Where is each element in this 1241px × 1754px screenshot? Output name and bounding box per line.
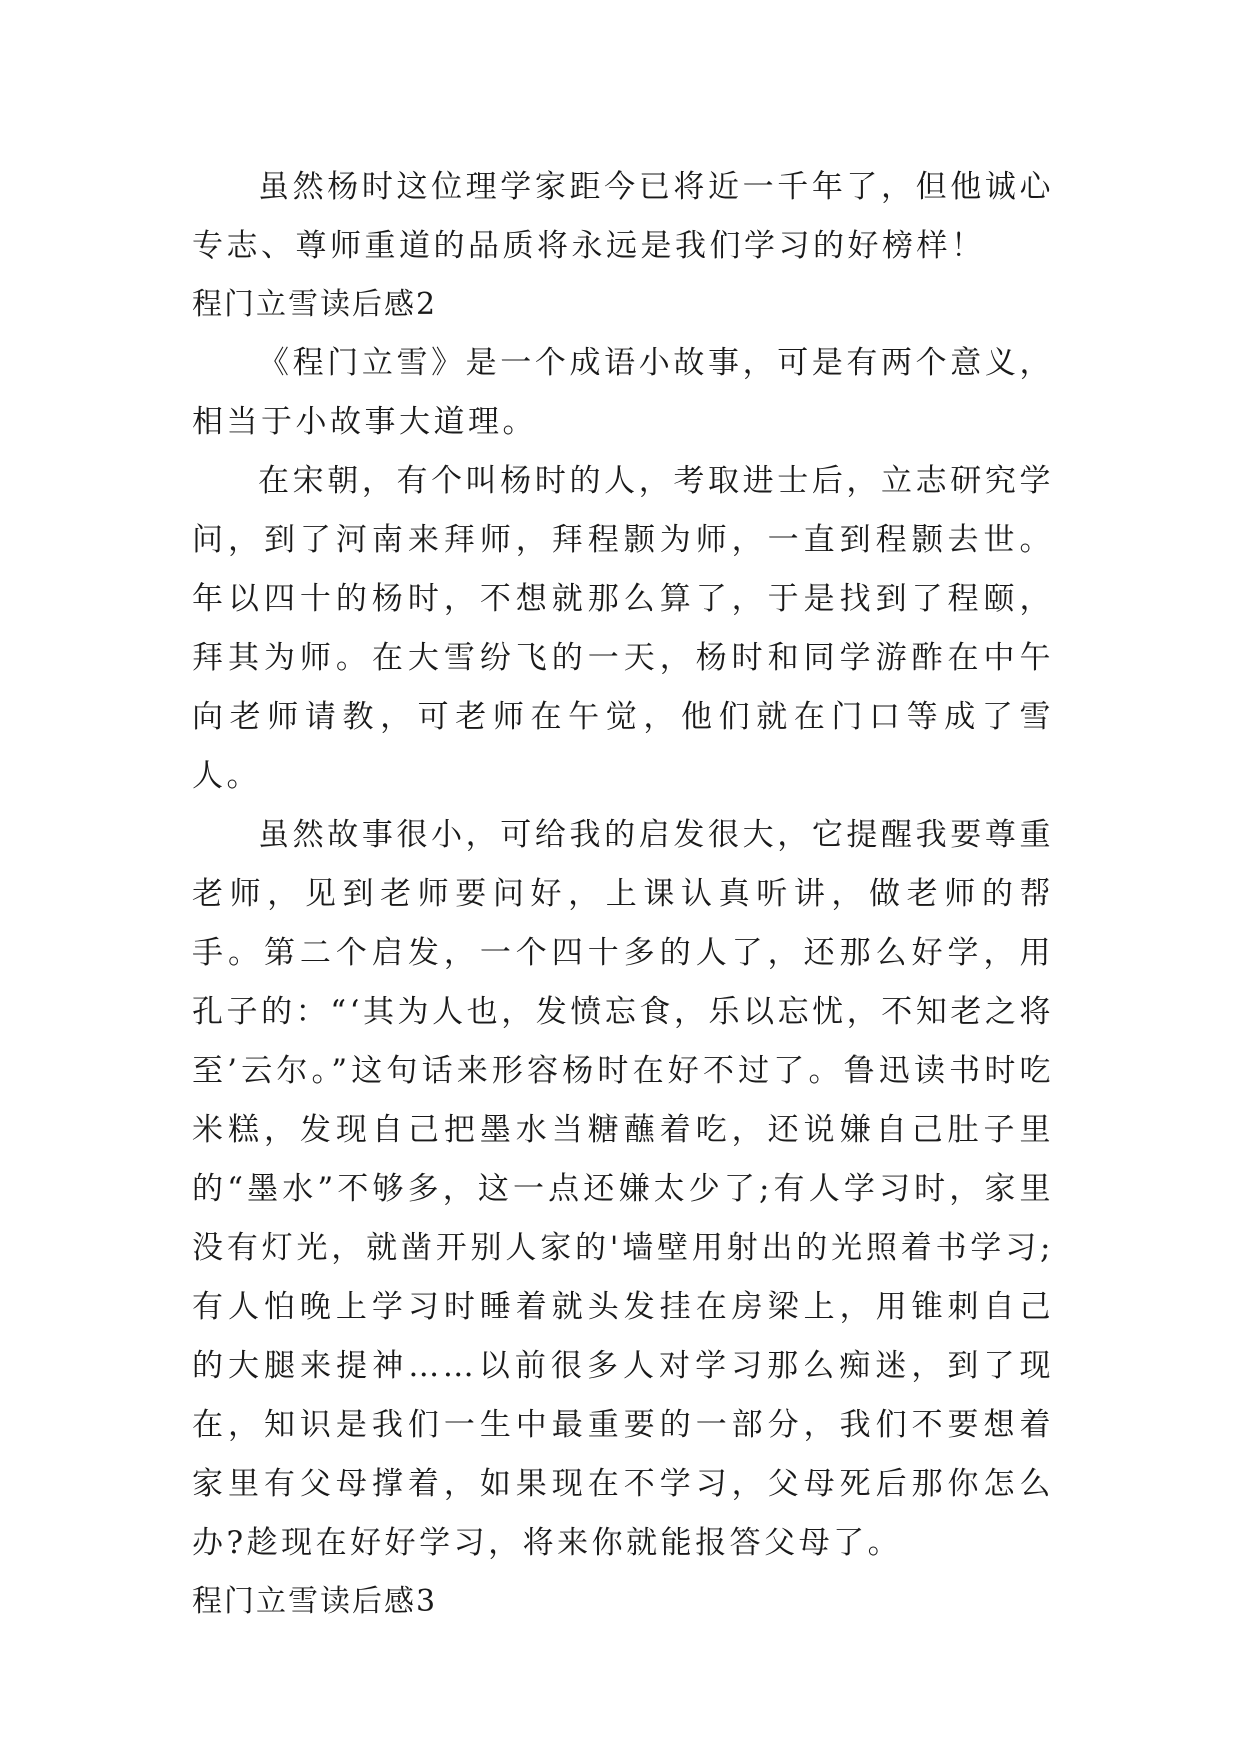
paragraph-reflection: 虽然故事很小，可给我的启发很大，它提醒我要尊重老师，见到老师要问好，上课认真听讲，做老师的帮手。第二个启发，一个四十多的人了，还那么好学，用孔子的：“‘其为人也，发愤忘食，乐以忘忧，不知老之将至’云尔。”这句话来形容杨时在好不过了。鲁迅读书时吃米糕，发现自己把墨水当糖蘸着吃，还说嫌自己肚子里的“墨水”不够多，这一点还嫌太少了;有人学习时，家里没有灯光，就凿开别人家的'墙壁用射出的光照着书学习;有人怕晚上学习时睡着就头发挂在房梁上，用锥刺自己的大腿来提神……以前很多人对学习那么痴迷，到了现在，知识是我们一生中最重要的一部分，我们不要想着家里有父母撑着，如果现在不学习，父母死后那你怎么办?趁现在好好学习，将来你就能报答父母了。 [192, 817, 1054, 1561]
section-heading-3: 程门立雪读后感3 [192, 1584, 438, 1619]
paragraph-intro: 《程门立雪》是一个成语小故事，可是有两个意义，相当于小故事大道理。 [192, 345, 1054, 440]
section-heading-2: 程门立雪读后感2 [192, 287, 438, 322]
paragraph-story: 在宋朝，有个叫杨时的人，考取进士后，立志研究学问，到了河南来拜师，拜程颢为师，一直到程颢去世。年以四十的杨时，不想就那么算了，于是找到了程颐，拜其为师。在大雪纷飞的一天，杨时和同学游酢在中午向老师请教，可老师在午觉，他们就在门口等成了雪人。 [192, 463, 1054, 794]
paragraph-conclusion: 虽然杨时这位理学家距今已将近一千年了，但他诚心专志、尊师重道的品质将永远是我们学习的好榜样！ [192, 169, 1054, 264]
document-body [192, 158, 1054, 1631]
